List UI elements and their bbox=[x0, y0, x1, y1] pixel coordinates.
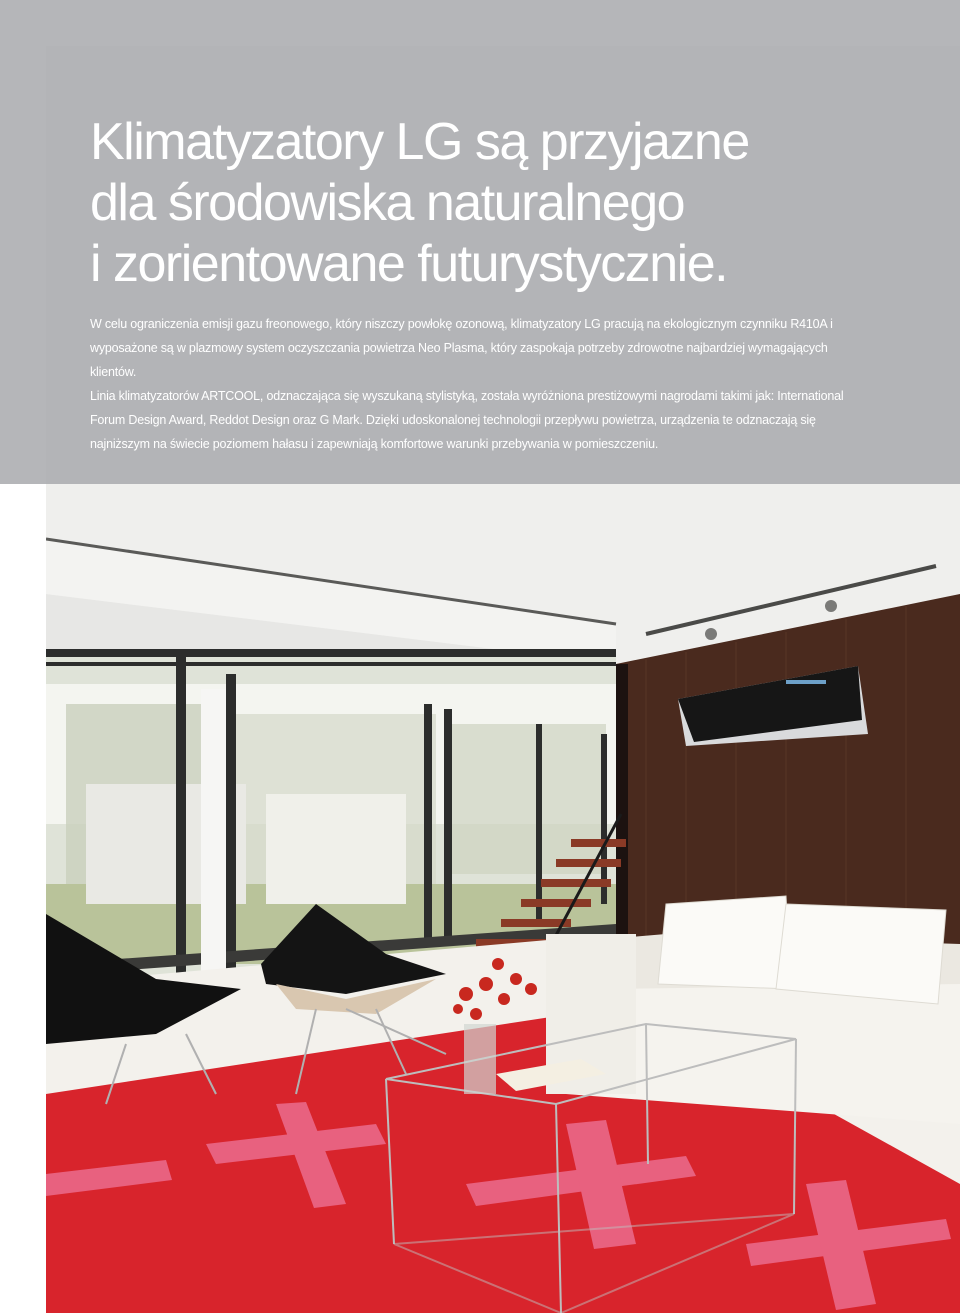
page-title bbox=[90, 112, 910, 295]
intro-paragraph-2: Linia klimatyzatorów ARTCOOL, odznaczająca się wyszukaną stylistyką, została wyróżniona prestiżowymi nagrodami takimi jak: International Forum Design Award, Reddot Design oraz G Mark. Dzięki udoskonalonej technologii przepływu powietrza, urządzenia te odznaczają się najniższym na świecie poziomem hałasu i zapewniają komfortowe warunki przebywania w pomieszczeniu. bbox=[90, 389, 844, 451]
intro-text bbox=[90, 312, 870, 456]
title-line-1: Klimatyzatory LG są przyjazne bbox=[90, 113, 749, 171]
left-gray-strip bbox=[0, 0, 46, 484]
top-gray-strip bbox=[0, 0, 960, 46]
title-line-3: i zorientowane futurystycznie. bbox=[90, 235, 728, 293]
living-room-photo bbox=[46, 484, 960, 1313]
title-line-2: dla środowiska naturalnego bbox=[90, 174, 685, 232]
intro-paragraph-1: W celu ograniczenia emisji gazu freonowego, który niszczy powłokę ozonową, klimatyzatory LG pracują na ekologicznym czynniku R410A i wyposażone są w plazmowy system oczyszczania powietrza Neo Plasma, który zaspokaja potrzeby zdrowotne najbardziej wymagających klientów. bbox=[90, 317, 833, 379]
